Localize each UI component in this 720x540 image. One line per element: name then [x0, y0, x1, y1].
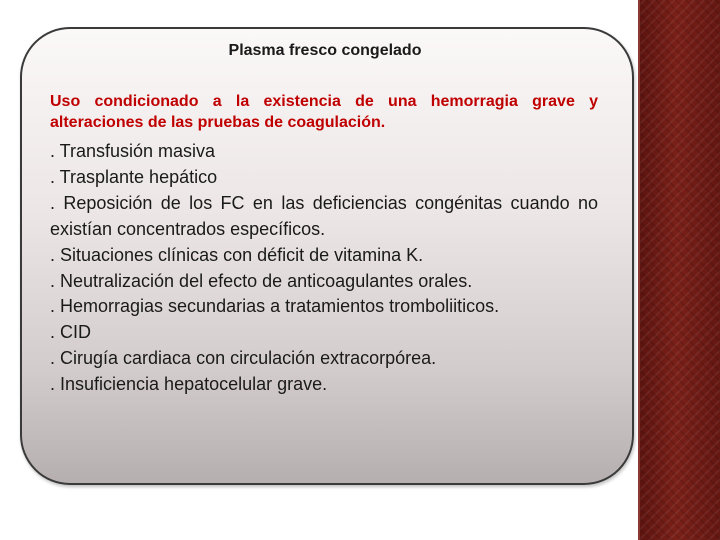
intro-text: Uso condicionado a la existencia de una hemorragia grave y alteraciones de las pruebas de coagulación.	[50, 93, 598, 131]
list-item: . Neutralización del efecto de anticoagulantes orales.	[50, 270, 473, 291]
list-item: . Hemorragias secundarias a tratamientos tromboliiticos.	[50, 296, 500, 317]
list-item: . Situaciones clínicas con déficit de vitamina K.	[50, 244, 424, 265]
list-item: . CID	[50, 322, 92, 343]
indications-list	[50, 139, 598, 398]
list-item: . Reposición de los FC en las deficiencias congénitas cuando no existían concentrados específicos.	[50, 192, 598, 239]
card-title: Plasma fresco congelado	[228, 42, 422, 59]
list-item: . Transfusión masiva	[50, 141, 216, 161]
list-item: . Trasplante hepático	[50, 166, 218, 187]
list-item: . Cirugía cardiaca con circulación extracorpórea.	[50, 348, 437, 369]
list-item: . Insuficiencia hepatocelular grave.	[50, 374, 328, 395]
decorative-side-band	[640, 0, 720, 540]
